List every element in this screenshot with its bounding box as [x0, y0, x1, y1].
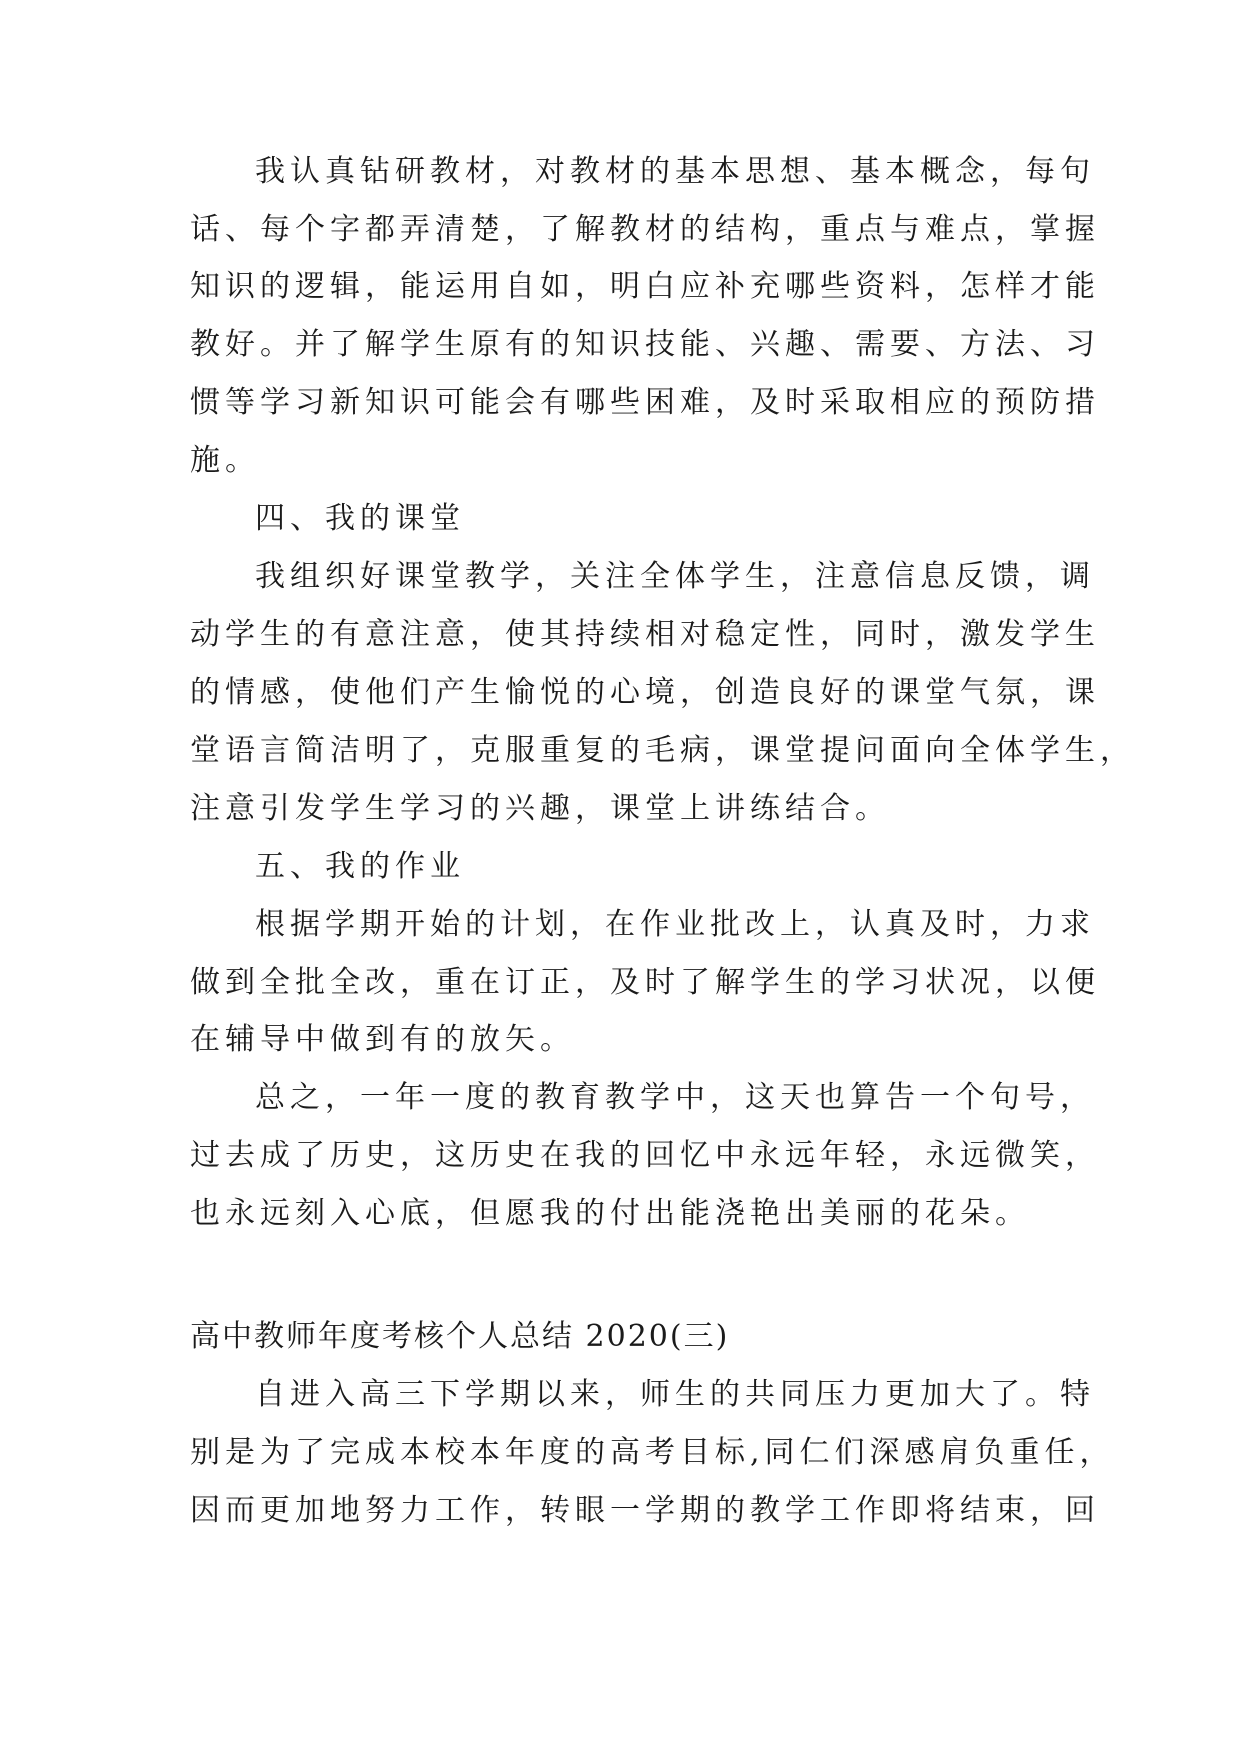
paragraph-5-line-2: 别是为了完成本校本年度的高考目标,同仁们深感肩负重任， — [190, 1435, 1115, 1470]
paragraph-1-line-4: 教好。并了解学生原有的知识技能、兴趣、需要、方法、习 — [190, 327, 1100, 362]
paragraph-1-line-1: 我认真钻研教材，对教材的基本思想、基本概念，每句 — [255, 154, 1095, 189]
paragraph-2-line-2: 动学生的有意注意，使其持续相对稳定性，同时，激发学生 — [190, 617, 1100, 652]
paragraph-1-line-2: 话、每个字都弄清楚，了解教材的结构，重点与难点，掌握 — [190, 212, 1100, 247]
section-title: 高中教师年度考核个人总结 2020(三) — [190, 1319, 730, 1354]
paragraph-2-line-4: 堂语言简洁明了，克服重复的毛病，课堂提问面向全体学生， — [190, 733, 1135, 768]
section-heading-4: 四、我的课堂 — [255, 501, 465, 536]
paragraph-2-line-5: 注意引发学生学习的兴趣，课堂上讲练结合。 — [190, 791, 890, 826]
paragraph-2-line-3: 的情感，使他们产生愉悦的心境，创造良好的课堂气氛，课 — [190, 675, 1100, 710]
paragraph-5-line-3: 因而更加地努力工作，转眼一学期的教学工作即将结束，回 — [190, 1493, 1100, 1528]
paragraph-3-line-2: 做到全批全改，重在订正，及时了解学生的学习状况，以便 — [190, 965, 1100, 1000]
section-heading-5: 五、我的作业 — [255, 849, 465, 884]
paragraph-1-line-3: 知识的逻辑，能运用自如，明白应补充哪些资料，怎样才能 — [190, 269, 1100, 304]
paragraph-3-line-3: 在辅导中做到有的放矢。 — [190, 1022, 575, 1057]
paragraph-4-line-3: 也永远刻入心底，但愿我的付出能浇艳出美丽的花朵。 — [190, 1196, 1030, 1231]
paragraph-5-line-1: 自进入高三下学期以来，师生的共同压力更加大了。特 — [255, 1377, 1095, 1412]
paragraph-4-line-1: 总之，一年一度的教育教学中，这天也算告一个句号， — [255, 1080, 1095, 1115]
paragraph-3-line-1: 根据学期开始的计划，在作业批改上，认真及时，力求 — [255, 907, 1095, 942]
paragraph-1-line-5: 惯等学习新知识可能会有哪些困难，及时采取相应的预防措 — [190, 385, 1100, 420]
paragraph-4-line-2: 过去成了历史，这历史在我的回忆中永远年轻，永远微笑， — [190, 1138, 1100, 1173]
paragraph-2-line-1: 我组织好课堂教学，关注全体学生，注意信息反馈，调 — [255, 559, 1095, 594]
paragraph-1-line-6: 施。 — [190, 443, 260, 478]
